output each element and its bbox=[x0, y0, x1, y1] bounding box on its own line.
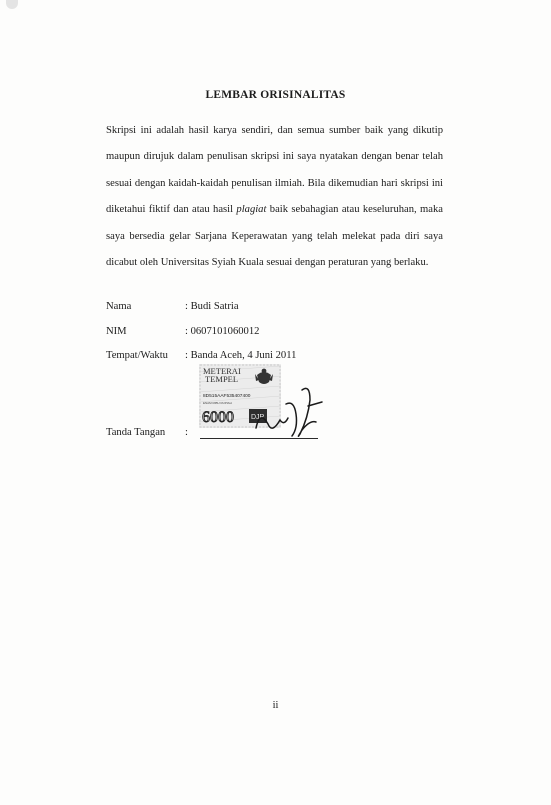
statement-paragraph bbox=[106, 118, 443, 276]
italic-term: plagiat bbox=[236, 204, 267, 216]
handwritten-signature-icon bbox=[250, 380, 330, 442]
paragraph-text: baik sebahagian atau keseluruhan, maka bbox=[266, 204, 443, 216]
paragraph-text: diketahui fiktif dan atau hasil bbox=[106, 204, 237, 216]
field-value: : bbox=[185, 427, 188, 438]
stamp-amount: 6000 bbox=[202, 409, 234, 426]
paragraph-line: Skripsi ini adalah hasil karya sendiri, dan semua sumber baik yang dikutip bbox=[106, 125, 443, 136]
stamp-code: 8D515AAF535407400 bbox=[203, 394, 251, 399]
stamp-small-text: ENAM RIBU RUPIAH bbox=[203, 401, 232, 405]
field-label: Tanda Tangan bbox=[106, 427, 166, 438]
paragraph-line: dicabut oleh Universitas Syiah Kuala sesuai dengan peraturan yang berlaku. bbox=[106, 256, 429, 268]
document-title: LEMBAR ORISINALITAS bbox=[205, 89, 346, 101]
paragraph-line bbox=[106, 197, 443, 223]
paragraph-line: sesuai dengan kaidah-kaidah penulisan ilmiah. Bila dikemudian hari skripsi ini bbox=[106, 177, 443, 189]
signature-line bbox=[200, 438, 318, 439]
field-label: Tempat/Waktu bbox=[106, 350, 168, 361]
field-value: : Budi Satria bbox=[185, 301, 239, 312]
paragraph-line: saya bersedia gelar Sarjana Keperawatan yang telah melekat pada diri saya bbox=[106, 230, 443, 242]
stamp-badge: DJP bbox=[251, 414, 265, 421]
page-number: ii bbox=[272, 700, 279, 711]
stamp-text: METERAI bbox=[203, 366, 241, 376]
field-label: NIM bbox=[106, 326, 127, 337]
paragraph-line: maupun dirujuk dalam penulisan skripsi ini saya nyatakan dengan benar telah bbox=[106, 151, 443, 163]
stamp-text: TEMPEL bbox=[205, 374, 239, 384]
scan-artifact bbox=[6, 0, 18, 9]
field-value: : Banda Aceh, 4 Juni 2011 bbox=[185, 350, 297, 361]
field-value: : 0607101060012 bbox=[185, 326, 260, 337]
field-label: Nama bbox=[106, 301, 132, 312]
